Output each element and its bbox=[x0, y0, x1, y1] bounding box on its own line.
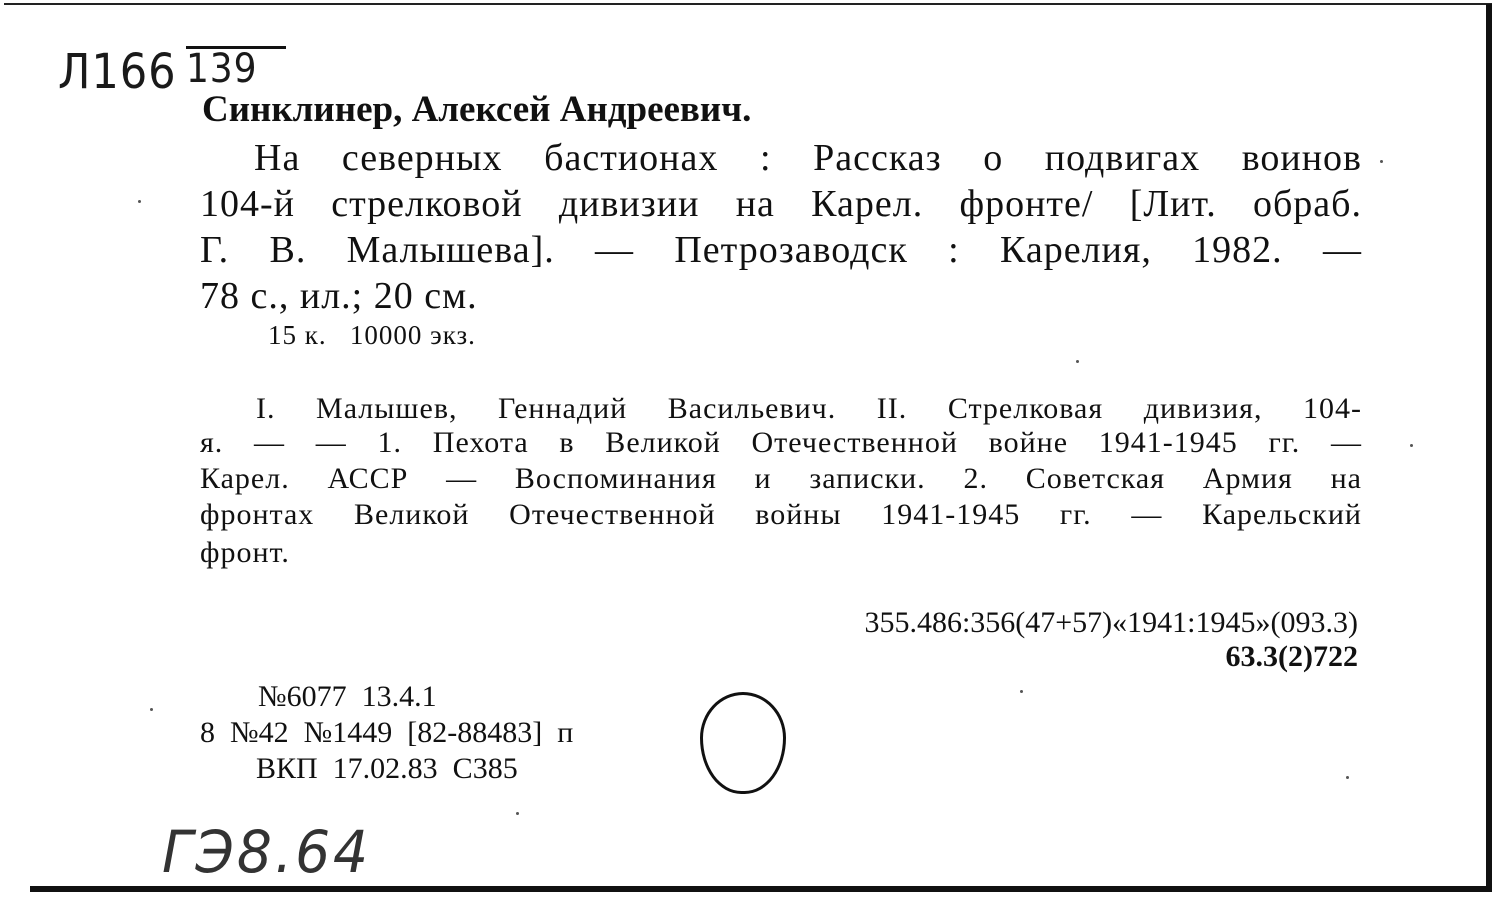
speck bbox=[1076, 360, 1079, 363]
card-bottom-border bbox=[30, 886, 1492, 892]
registry-line-2: 8 №42 №1449 [82-88483] п bbox=[200, 716, 574, 749]
title-line-2: 104-й стрелковой дивизии на Карел. фронте/ [Лит. обраб. bbox=[200, 183, 1362, 225]
registry-line-3: ВКП 17.02.83 С385 bbox=[256, 752, 518, 785]
registry-line-1: №6077 13.4.1 bbox=[258, 680, 437, 713]
speck bbox=[150, 708, 153, 711]
title-line-1: На северных бастионах : Рассказ о подвигах воинов bbox=[254, 137, 1362, 179]
handwritten-number: 139 bbox=[186, 46, 258, 92]
subject-line-1: I. Малышев, Геннадий Васильевич. II. Стрелковая дивизия, 104- bbox=[256, 392, 1362, 425]
stamp-oval-icon bbox=[700, 692, 786, 794]
subject-line-2: я. — — 1. Пехота в Великой Отечественной войне 1941-1945 гг. — bbox=[200, 426, 1362, 459]
udc-code: 355.486:356(47+57)«1941:1945»(093.3) bbox=[864, 606, 1358, 639]
title-line-4: 78 с., ил.; 20 см. bbox=[200, 275, 478, 317]
title-line-3: Г. В. Малышева]. — Петрозаводск : Карелия, 1982. — bbox=[200, 229, 1362, 271]
speck bbox=[1380, 160, 1383, 163]
card-right-border bbox=[1486, 4, 1492, 890]
speck bbox=[138, 200, 141, 203]
subject-line-3: Карел. АССР — Воспоминания и записки. 2. Советская Армия на bbox=[200, 462, 1362, 495]
handwritten-shelfmark: Л166 bbox=[58, 44, 177, 100]
subject-line-5: фронт. bbox=[200, 536, 290, 569]
speck bbox=[1410, 444, 1413, 447]
subject-line-4: фронтах Великой Отечественной войны 1941-1945 гг. — Карельский bbox=[200, 498, 1362, 531]
speck bbox=[516, 812, 519, 815]
price-and-print-run: 15 к. 10000 экз. bbox=[268, 320, 476, 350]
bbk-code: 63.3(2)722 bbox=[1225, 640, 1358, 673]
speck bbox=[1346, 776, 1349, 779]
speck bbox=[1020, 690, 1023, 693]
author-heading: Синклинер, Алексей Андреевич. bbox=[202, 89, 752, 130]
card-top-border bbox=[4, 3, 1492, 5]
handwritten-bottom-note: ГЭ8.64 bbox=[162, 818, 371, 886]
